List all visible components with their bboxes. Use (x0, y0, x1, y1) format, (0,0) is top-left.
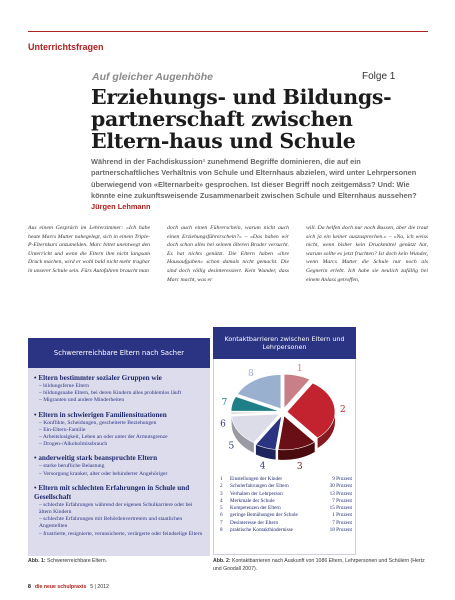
rubric-label: Unterrichtsfragen (28, 42, 104, 52)
box1-group-item: – bildungsferne Eltern (39, 383, 90, 389)
legend-row (220, 512, 352, 519)
box1-group (34, 484, 206, 538)
article-lead (91, 156, 421, 212)
caption-1-text: Schwererreichbare Eltern. (47, 558, 108, 564)
legend-row (220, 491, 352, 498)
body-column-2: doch auch einen Führerschein, warum nicht auch einen Erziehungsführerschein?» – «Das haben wir doch schon alles bei seinem älteren Bruder versucht. Es hat nichts genützt. Die Eltern haben «ihre Hausaufgaben» schon damals nicht gemacht. Die sind doch völlig desinteressiert. Kein Wunder, dass Marc macht, was er (167, 225, 289, 283)
box1-group-heading: • Eltern in schwierigen Familiensituationen (34, 410, 167, 419)
legend-label: praktische Kontakthindernisse (230, 527, 293, 534)
pie-slice-label: 2 (340, 405, 346, 416)
caption-2-label: Abb. 2: (213, 558, 231, 564)
legend-number: 6 (220, 512, 223, 519)
pie-slice-label: 4 (259, 461, 266, 472)
legend-label: Schulerfahrungen der Eltern (230, 483, 289, 490)
figure-box-1-title: Schwererreichbare Eltern nach Sacher (28, 338, 210, 368)
legend-label: Desinteresse der Eltern (230, 519, 279, 526)
box1-group-heading: • anderweitig stark beanspruchte Eltern (34, 454, 158, 463)
box1-group-item: – Versorgung kranker, alter oder behinderter Angehöriger (39, 470, 168, 477)
pie-legend (220, 476, 352, 534)
legend-value: 7 Prozent (332, 519, 352, 526)
pie-slice-label: 8 (247, 369, 254, 380)
box1-group-item: – schlechte Erfahrungen während der eigenen Schulkarriere oder bei ältern Kindern (39, 501, 193, 516)
issue-number: 5 | 2012 (90, 584, 109, 590)
magazine-name: die neue schulpraxis (34, 584, 87, 590)
body-column-3: will. Da helfen doch nur noch Bussen, aber die traut sich ja ein keiner auszusprechen.» – «Na, ich weiss nicht, wenn bisher kein Druckmittel genützt hat, warum sollte es jetzt fruchten? Ist doch kein Wunder, wenn Marcs Mutter die Schule nur noch als Gegnerin erlebt. Ich habe sie neulich zufällig bei einem Anlass getroffen, (306, 225, 428, 283)
caption-2-text: Kontaktbarrieren nach Auskunft von 1086 Eltern, Lehrpersonen und Schülern (Hertz und Goodall 2007). (213, 558, 425, 572)
figure-box-2-title: Kontaktbarrieren zwischen Eltern und Lehrpersonen (213, 327, 356, 359)
legend-value: 13 Prozent (329, 490, 352, 497)
lead-text: Während in der Fachdiskussion¹ zunehmend Begriffe dominieren, die auf ein partnerschaftliches Verhältnis von Schule und Elternhaus abzielen, wird unter Lehrpersonen überwiegend von «Elternarbeit» gesprochen. Ist dieser Begriff noch zeitgemäss? Und: Wie könnte eine zukunftsweisende Zusammenarbeit zwischen Schule und Elternhaus aussehen? (91, 157, 417, 200)
legend-row (220, 483, 352, 490)
pie-slice (231, 412, 279, 414)
box1-group-item: – frustrierte, resignierte, verunsicherte, verärgerte oder feindselige Eltern (39, 530, 203, 537)
legend-value: 9 Prozent (332, 476, 352, 482)
box1-group-item: – starke berufliche Belastung (39, 463, 105, 470)
box1-group-heading: • Eltern bestimmter sozialer Gruppen wie (34, 374, 162, 382)
legend-label: Kompetenzen der Eltern (230, 505, 281, 512)
legend-value: 15 Prozent (329, 505, 352, 512)
legend-row (220, 520, 352, 527)
box1-group (34, 454, 206, 477)
caption-2 (213, 558, 428, 573)
box1-group-item: – Drogen-/Alkoholmissbrauch (39, 441, 108, 448)
box1-group-item: – Konflikte, Scheidungen, gescheiterte Beziehungen (39, 419, 157, 426)
box1-group (34, 374, 206, 405)
pie-chart (213, 360, 356, 474)
series-label: Folge 1 (362, 71, 396, 82)
legend-row (220, 498, 352, 505)
legend-row (220, 505, 352, 512)
legend-label: Merkmale der Schule (230, 497, 275, 504)
legend-value: 1 Prozent (332, 512, 352, 519)
legend-number: 7 (220, 519, 223, 526)
legend-value: 30 Prozent (329, 483, 352, 490)
box1-group-item: – Arbeitslosigkeit, Leben an oder unter der Armutsgrenze (39, 434, 168, 441)
pie-slice-label: 5 (228, 441, 235, 452)
legend-number: 2 (220, 483, 223, 490)
page-footer (28, 584, 109, 590)
box1-group-heading: • Eltern mit schlechten Erfahrungen in Schule und Gesellschaft (34, 483, 190, 501)
header-rule (28, 31, 428, 32)
caption-1-label: Abb. 1: (28, 558, 46, 564)
pie-slice-label: 3 (296, 462, 303, 473)
body-column-1: Aus einem Gespräch im Lehrerzimmer: «Ich habe heute Marcs Mutter nahegelegt, sich in einem Triple-P-Elternkurs anzumelden. Marc bittet unentwegt den Unterricht und wenn die Eltern ihm nicht langsam Druck machen, wird er wohl bald nicht mehr tragbar in unserer Schule sein. Fürs Autofahren braucht man (28, 225, 150, 274)
box1-group-item: – schlechte Erfahrungen mit Behördenvertretern und staatlichen Angestellten (39, 516, 183, 530)
legend-number: 1 (220, 476, 223, 482)
legend-number: 8 (220, 527, 223, 534)
legend-number: 5 (220, 505, 223, 512)
article-kicker: Auf gleicher Augenhöhe (92, 71, 213, 83)
legend-number: 4 (220, 497, 223, 504)
page-number: 8 (28, 584, 31, 590)
box1-group-item: – bildungsnahe Eltern, bei deren Kindern alles problemlos läuft (39, 390, 182, 397)
legend-value: 18 Prozent (329, 527, 352, 534)
legend-label: geringe Bemühungen der Schule (230, 512, 298, 519)
article-title: Erziehungs- und Bildungs-partnerschaft zwischen Eltern-haus und Schule (91, 85, 392, 153)
legend-row (220, 527, 352, 534)
pie-slice-label: 6 (220, 419, 226, 430)
caption-1 (28, 558, 107, 564)
legend-label: Verhalten der Lehrperson (230, 490, 283, 497)
box1-group (34, 411, 206, 449)
legend-label: Einstellungen der Kinder (230, 476, 283, 482)
box1-group-item: – Migranten und andere Minderheiten (39, 397, 125, 404)
author-name: Jürgen Lehmann (91, 202, 151, 212)
legend-value: 7 Prozent (332, 497, 352, 504)
legend-number: 3 (220, 490, 223, 497)
figure-box-1-list (34, 374, 206, 544)
pie-slice-label: 1 (296, 363, 303, 374)
pie-slice-label: 7 (221, 397, 228, 408)
box1-group-item: – Ein-Eltern-Familie (39, 426, 86, 433)
